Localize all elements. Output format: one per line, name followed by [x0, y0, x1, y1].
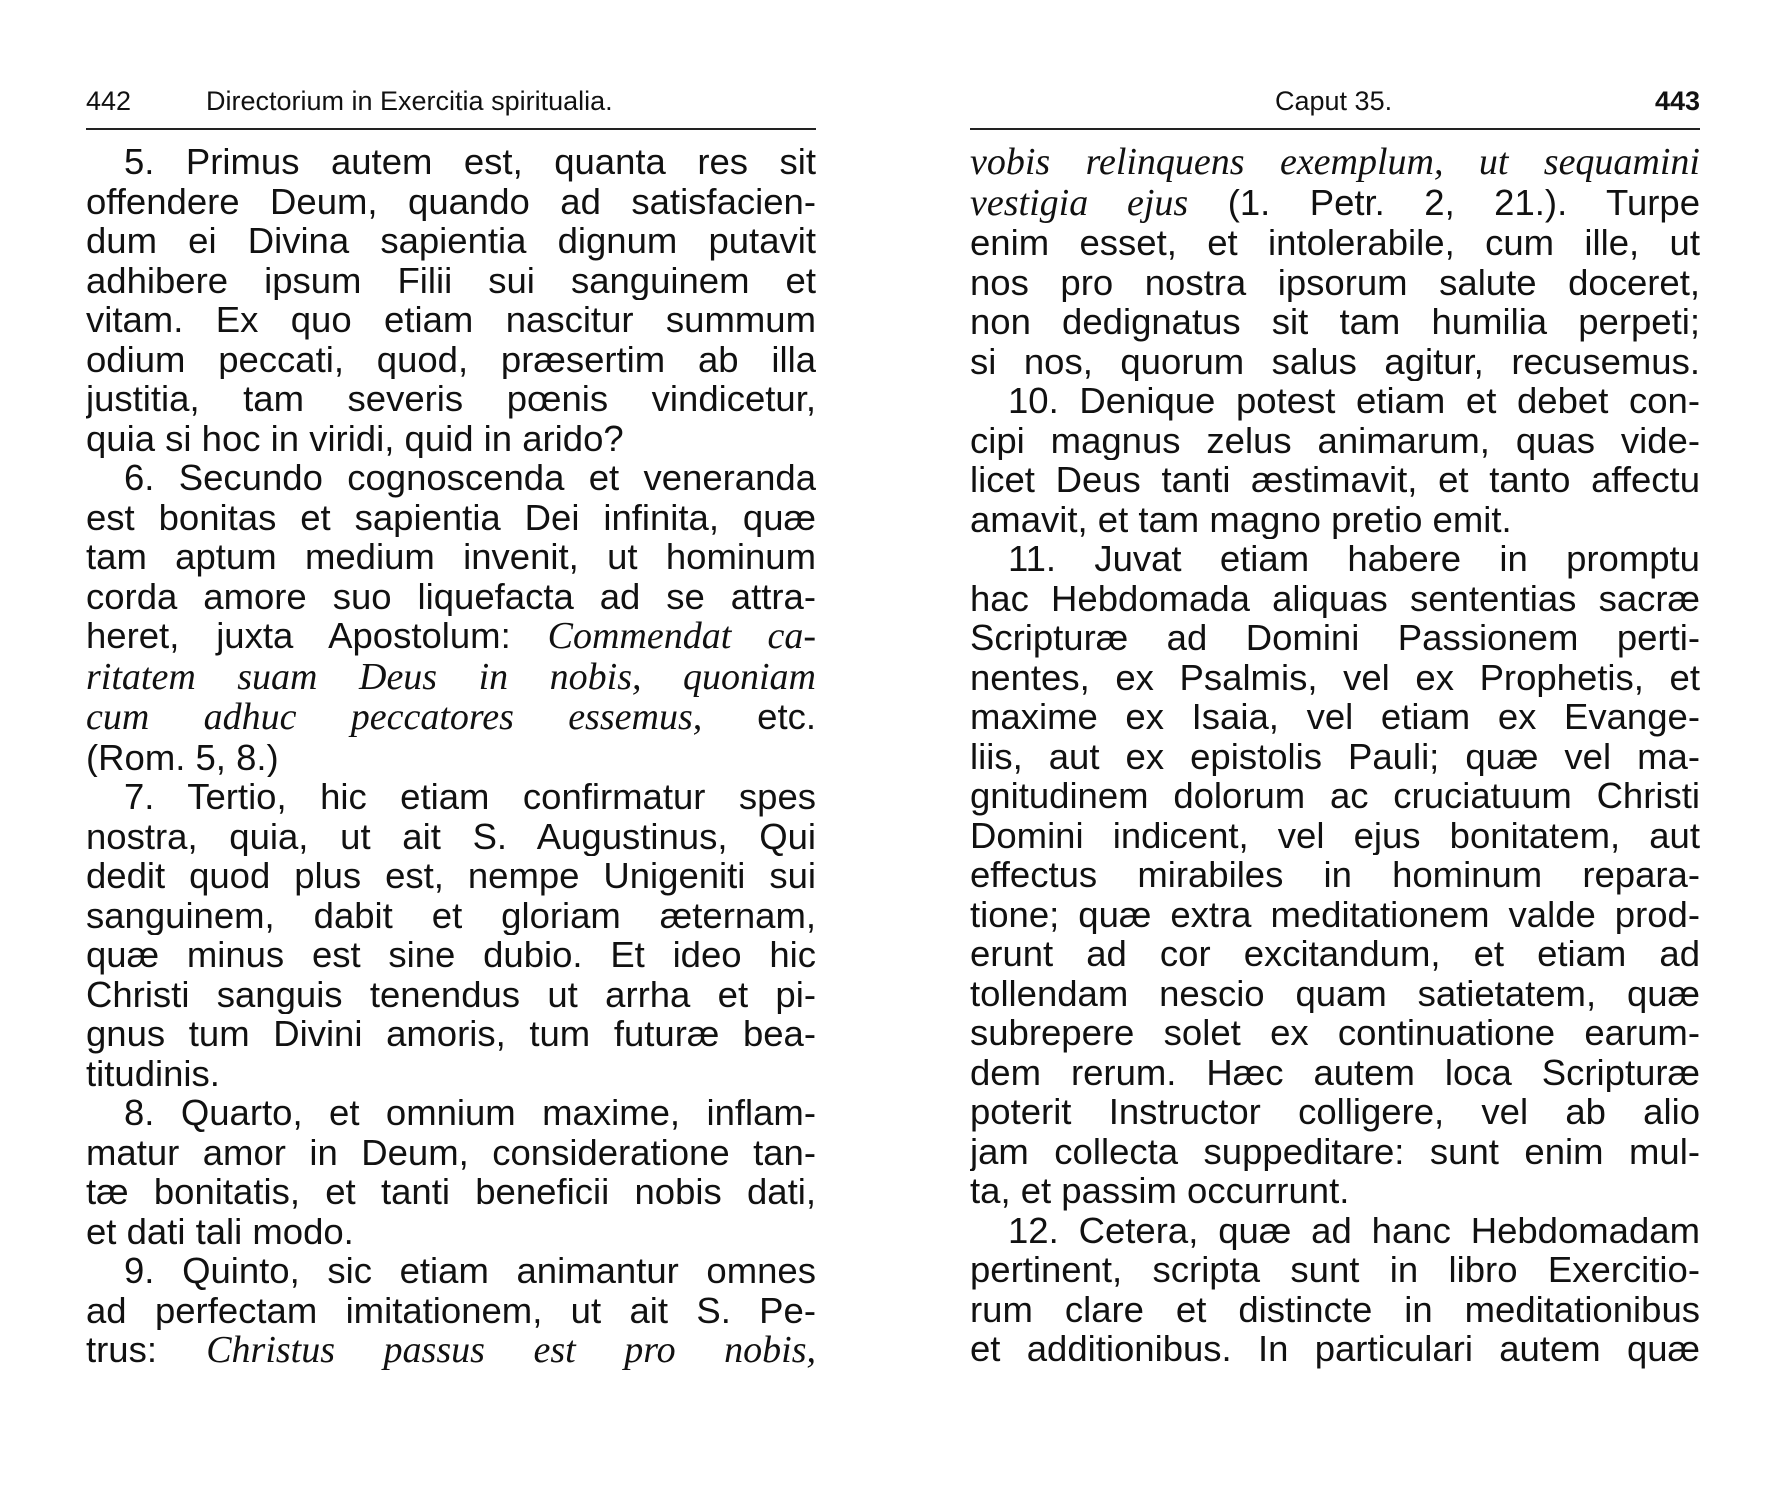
text-line — [86, 1330, 816, 1371]
text-line — [970, 618, 1700, 658]
line-text: 9. Quinto, sic etiam animantur omnes — [124, 1251, 816, 1291]
line-text: justitia, tam severis pœnis vindicetur, — [86, 379, 816, 419]
italic-quotation: ritatem suam Deus in nobis, quoniam — [86, 656, 816, 697]
line-text: licet Deus tanti æstimavit, et tanto affectu — [970, 460, 1700, 500]
line-text: ta, et passim occurrunt. — [970, 1171, 1350, 1211]
text-line — [970, 460, 1700, 500]
page-number: 442 — [86, 86, 132, 116]
line-text: et additionibus. In particulari autem quæ — [970, 1329, 1700, 1369]
text-line — [970, 579, 1700, 619]
text-line — [970, 658, 1700, 698]
line-text: 7. Tertio, hic etiam confirmatur spes — [124, 777, 816, 817]
text-line — [86, 1014, 816, 1054]
line-text: etc. — [702, 697, 816, 737]
text-line — [86, 657, 816, 698]
text-line — [970, 142, 1700, 183]
line-text: quia si hoc in viridi, quid in arido? — [86, 418, 624, 458]
line-text: 5. Primus autem est, quanta res sit — [124, 142, 816, 182]
line-text: dem rerum. Hæc autem loca Scripturæ — [970, 1052, 1700, 1092]
line-text: quæ minus est sine dubio. Et ideo hic — [86, 935, 816, 975]
line-text: nentes, ex Psalmis, vel ex Prophetis, et — [970, 657, 1700, 697]
line-text: si nos, quorum salus agitur, recusemus. — [970, 341, 1700, 381]
text-line — [970, 1013, 1700, 1053]
line-text: et dati tali modo. — [86, 1211, 354, 1251]
line-text: heret, juxta Apostolum: — [86, 616, 548, 656]
line-text: hac Hebdomada aliquas sententias sacræ — [970, 578, 1700, 618]
right-page — [970, 78, 1700, 1369]
text-line — [86, 1054, 816, 1094]
running-title: Caput 35. — [1275, 86, 1393, 116]
text-line — [970, 1329, 1700, 1369]
line-text: tollendam nescio quam satietatem, quæ — [970, 973, 1700, 1013]
text-line — [970, 500, 1700, 540]
text-line — [86, 340, 816, 380]
text-line — [970, 1092, 1700, 1132]
line-text: 8. Quarto, et omnium maxime, inflam- — [124, 1093, 816, 1133]
text-line — [86, 856, 816, 896]
text-line — [86, 896, 816, 936]
text-line — [970, 697, 1700, 737]
line-text: poterit Instructor colligere, vel ab alio — [970, 1092, 1700, 1132]
text-line — [970, 816, 1700, 856]
line-text: cipi magnus zelus animarum, quas vide- — [970, 420, 1700, 460]
text-line — [970, 381, 1700, 421]
text-line — [86, 1291, 816, 1331]
text-line — [970, 223, 1700, 263]
line-text: est bonitas et sapientia Dei infinita, quæ — [86, 497, 816, 537]
line-text: tione; quæ extra meditationem valde prod- — [970, 894, 1700, 934]
line-text: Scripturæ ad Domini Passionem perti- — [970, 618, 1700, 658]
line-text: matur amor in Deum, consideratione tan- — [86, 1132, 816, 1172]
italic-quotation: Christus passus est pro nobis, — [206, 1330, 816, 1371]
line-text: Christi sanguis tenendus ut arrha et pi- — [86, 974, 816, 1014]
text-line — [86, 738, 816, 778]
text-line — [970, 776, 1700, 816]
line-text: liis, aut ex epistolis Pauli; quæ vel ma- — [970, 736, 1700, 776]
line-text: Domini indicent, vel ejus bonitatem, aut — [970, 815, 1700, 855]
line-text: amavit, et tam magno pretio emit. — [970, 499, 1512, 539]
text-line — [970, 1290, 1700, 1330]
text-line — [970, 737, 1700, 777]
text-line — [970, 539, 1700, 579]
line-text: adhibere ipsum Filii sui sanguinem et — [86, 260, 816, 300]
left-page-header — [86, 78, 816, 130]
text-line — [86, 300, 816, 340]
text-line — [86, 935, 816, 975]
line-text: dum ei Divina sapientia dignum putavit — [86, 221, 816, 261]
line-text: gnus tum Divini amoris, tum futuræ bea- — [86, 1014, 816, 1054]
text-line — [86, 1212, 816, 1252]
text-line — [86, 221, 816, 261]
running-title: Directorium in Exercitia spiritualia. — [206, 86, 613, 116]
text-line — [86, 777, 816, 817]
text-line — [86, 182, 816, 222]
text-line — [970, 1250, 1700, 1290]
line-text: ad perfectam imitationem, ut ait S. Pe- — [86, 1290, 816, 1330]
text-line — [970, 1053, 1700, 1093]
text-line — [970, 183, 1700, 224]
line-text: offendere Deum, quando ad satisfacien- — [86, 181, 816, 221]
text-line — [86, 975, 816, 1015]
text-line — [86, 537, 816, 577]
text-line — [970, 302, 1700, 342]
text-line — [86, 1251, 816, 1291]
line-text: dedit quod plus est, nempe Unigeniti sui — [86, 856, 816, 896]
line-text: tæ bonitatis, et tanti beneficii nobis dati, — [86, 1172, 816, 1212]
text-line — [970, 934, 1700, 974]
text-line — [970, 1171, 1700, 1211]
text-line — [86, 458, 816, 498]
text-line — [970, 342, 1700, 382]
text-line — [86, 817, 816, 857]
left-page — [86, 78, 816, 1371]
right-page-body — [970, 142, 1700, 1369]
line-text: jam collecta suppeditare: sunt enim mul- — [970, 1131, 1700, 1171]
text-line — [86, 261, 816, 301]
line-text: corda amore suo liquefacta ad se attra- — [86, 576, 816, 616]
text-line — [970, 421, 1700, 461]
text-line — [86, 577, 816, 617]
text-line — [970, 855, 1700, 895]
line-text: titudinis. — [86, 1053, 220, 1093]
text-line — [970, 263, 1700, 303]
text-line — [86, 1093, 816, 1133]
text-line — [86, 379, 816, 419]
text-line — [86, 697, 816, 738]
line-text: gnitudinem dolorum ac cruciatuum Christi — [970, 776, 1700, 816]
line-text: effectus mirabiles in hominum repara- — [970, 855, 1700, 895]
italic-quotation: vestigia ejus — [970, 182, 1189, 223]
text-line — [970, 1132, 1700, 1172]
line-text: erunt ad cor excitandum, et etiam ad — [970, 934, 1700, 974]
page-number: 443 — [1654, 86, 1700, 116]
line-text: odium peccati, quod, præsertim ab illa — [86, 339, 816, 379]
line-text: 6. Secundo cognoscenda et veneranda — [124, 458, 816, 498]
line-text: pertinent, scripta sunt in libro Exercitio- — [970, 1250, 1700, 1290]
line-text: maxime ex Isaia, vel etiam ex Evange- — [970, 697, 1700, 737]
text-line — [970, 1211, 1700, 1251]
line-text: nostra, quia, ut ait S. Augustinus, Qui — [86, 816, 816, 856]
line-text: nos pro nostra ipsorum salute doceret, — [970, 262, 1700, 302]
line-text: 12. Cetera, quæ ad hanc Hebdomadam — [1008, 1210, 1700, 1250]
line-text: rum clare et distincte in meditationibus — [970, 1289, 1700, 1329]
line-text: 11. Juvat etiam habere in promptu — [1008, 539, 1700, 579]
line-text: (Rom. 5, 8.) — [86, 737, 279, 777]
line-text: sanguinem, dabit et gloriam æternam, — [86, 895, 816, 935]
text-line — [86, 1133, 816, 1173]
text-line — [970, 895, 1700, 935]
left-page-body — [86, 142, 816, 1371]
line-text: tam aptum medium invenit, ut hominum — [86, 537, 816, 577]
text-line — [970, 974, 1700, 1014]
line-text: enim esset, et intolerabile, cum ille, ut — [970, 223, 1700, 263]
right-page-header — [970, 78, 1700, 130]
italic-quotation: Commendat ca- — [547, 616, 816, 657]
text-line — [86, 142, 816, 182]
line-text: trus: — [86, 1330, 207, 1370]
text-line — [86, 616, 816, 657]
line-text: vitam. Ex quo etiam nascitur summum — [86, 300, 816, 340]
line-text: 10. Denique potest etiam et debet con- — [1008, 381, 1700, 421]
italic-quotation: vobis relinquens exemplum, ut sequamini — [970, 142, 1700, 183]
text-line — [86, 419, 816, 459]
line-text: (1. Petr. 2, 21.). Turpe — [1188, 182, 1700, 223]
line-text: non dedignatus sit tam humilia perpeti; — [970, 302, 1700, 342]
italic-quotation: cum adhuc peccatores essemus, — [86, 697, 703, 738]
text-line — [86, 498, 816, 538]
text-line — [86, 1172, 816, 1212]
line-text: subrepere solet ex continuatione earum- — [970, 1013, 1700, 1053]
